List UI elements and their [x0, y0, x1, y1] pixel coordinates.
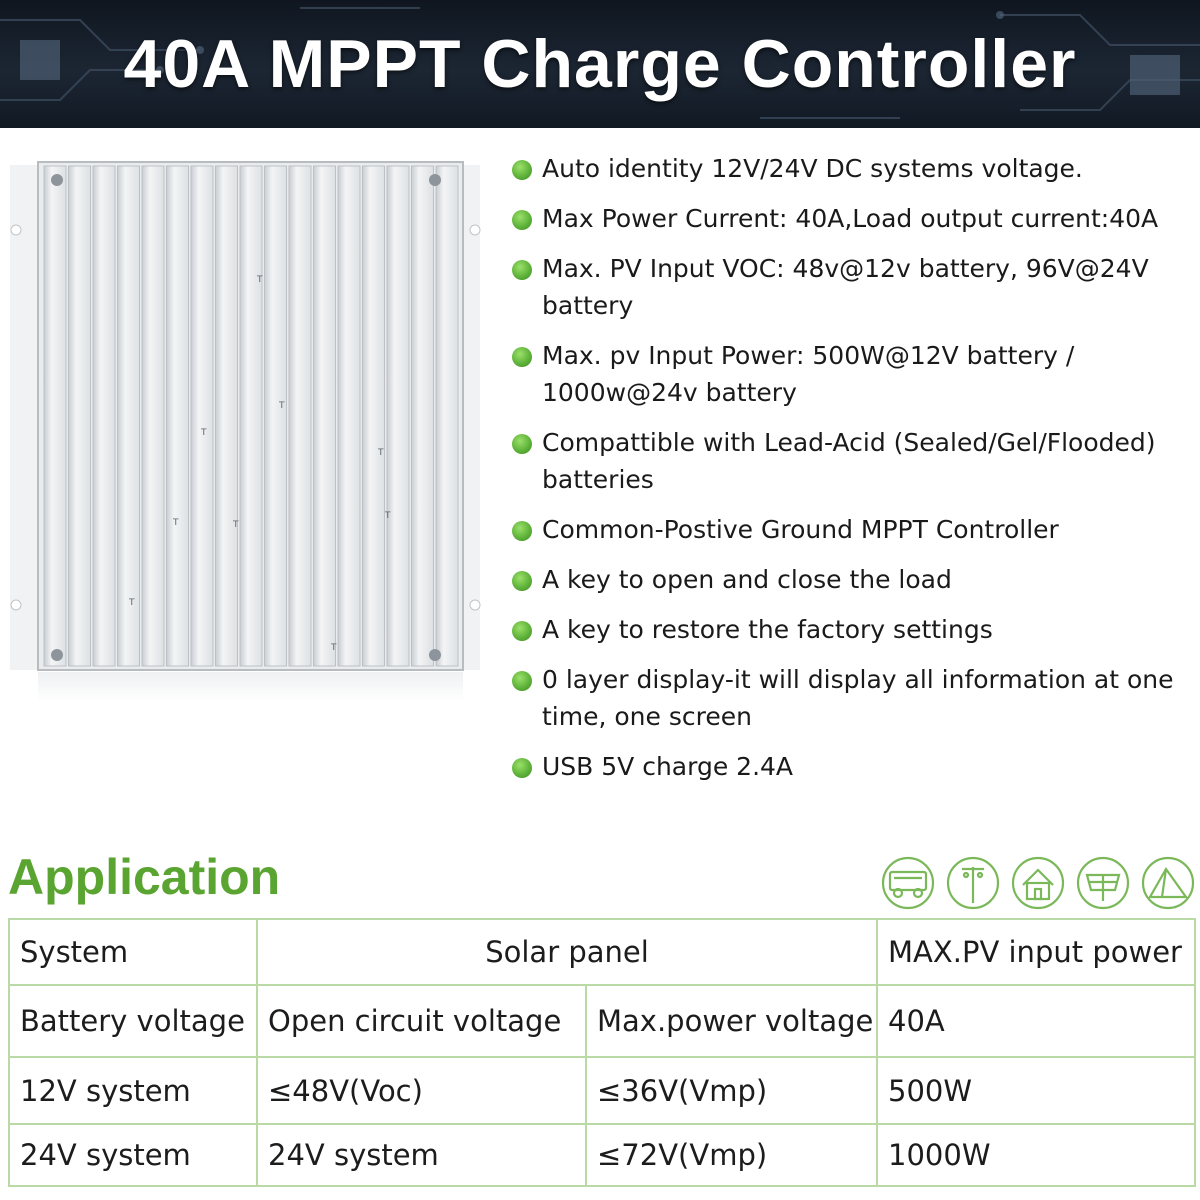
green-bullet-icon: [512, 671, 532, 691]
home-icon: [1013, 858, 1063, 908]
application-icons: [880, 855, 1198, 913]
green-bullet-icon: [512, 260, 532, 280]
spec-table: [8, 918, 1196, 1187]
feature-item: [510, 561, 1190, 598]
heatsink-fin: [142, 166, 164, 666]
camping-tent-icon: [1143, 858, 1193, 908]
heatsink-fin: [412, 166, 434, 666]
feature-text: A key to open and close the load: [542, 565, 952, 594]
feature-text: A key to restore the factory settings: [542, 615, 993, 644]
svg-text:T: T: [201, 428, 207, 438]
solar-panel-icon: [1078, 858, 1128, 908]
table-cell: 40A: [877, 985, 1195, 1057]
feature-list: [510, 150, 1190, 798]
feature-item: [510, 250, 1190, 324]
controller-heatsink-image: [0, 150, 500, 710]
rv-vehicle-icon: [883, 858, 933, 908]
heatsink-fin: [436, 166, 458, 666]
table-cell: 12V system: [9, 1057, 257, 1124]
green-bullet-icon: [512, 434, 532, 454]
table-cell: ≤48V(Voc): [257, 1057, 586, 1124]
green-bullet-icon: [512, 160, 532, 180]
table-row: [9, 1057, 1195, 1124]
heatsink-fin: [93, 166, 115, 666]
table-row: [9, 1124, 1195, 1186]
table-cell: 24V system: [257, 1124, 586, 1186]
feature-text: Max. PV Input VOC: 48v@12v battery, 96V@24V battery: [542, 254, 1149, 320]
heatsink-fin: [118, 166, 140, 666]
svg-text:T: T: [385, 511, 391, 521]
feature-text: Auto identity 12V/24V DC systems voltage.: [542, 154, 1083, 183]
feature-text: Compattible with Lead-Acid (Sealed/Gel/Flooded) batteries: [542, 428, 1156, 494]
svg-text:T: T: [129, 598, 135, 608]
feature-item: [510, 661, 1190, 735]
svg-text:T: T: [173, 518, 179, 528]
heatsink-fin: [265, 166, 287, 666]
feature-item: [510, 511, 1190, 548]
feature-text: Max. pv Input Power: 500W@12V battery / 1000w@24v battery: [542, 341, 1075, 407]
page-title: 40A MPPT Charge Controller: [123, 26, 1077, 102]
feature-text: Common-Postive Ground MPPT Controller: [542, 515, 1059, 544]
feature-item: [510, 424, 1190, 498]
table-header-cell: System: [9, 919, 257, 985]
green-bullet-icon: [512, 571, 532, 591]
table-cell: 24V system: [9, 1124, 257, 1186]
heatsink-fin: [191, 166, 213, 666]
svg-text:T: T: [233, 520, 239, 530]
table-header-cell: Solar panel: [257, 919, 877, 985]
feature-text: USB 5V charge 2.4A: [542, 752, 794, 781]
heatsink-fin: [167, 166, 189, 666]
table-header-cell: MAX.PV input power: [877, 919, 1195, 985]
heatsink-fin: [387, 166, 409, 666]
heatsink-fin: [338, 166, 360, 666]
feature-item: [510, 611, 1190, 648]
table-subheader-row: [9, 985, 1195, 1057]
street-light-icon: [948, 858, 998, 908]
heatsink-fin: [44, 166, 66, 666]
feature-text: Max Power Current: 40A,Load output current:40A: [542, 204, 1159, 233]
table-cell: 1000W: [877, 1124, 1195, 1186]
table-cell: 500W: [877, 1057, 1195, 1124]
heatsink-fin: [314, 166, 336, 666]
green-bullet-icon: [512, 521, 532, 541]
header-banner: [0, 0, 1200, 128]
table-header-row: [9, 919, 1195, 985]
table-cell: Open circuit voltage: [257, 985, 586, 1057]
green-bullet-icon: [512, 621, 532, 641]
feature-item: [510, 150, 1190, 187]
table-cell: ≤36V(Vmp): [586, 1057, 877, 1124]
heatsink-fin: [363, 166, 385, 666]
table-cell: Max.power voltage: [586, 985, 877, 1057]
feature-item: [510, 337, 1190, 411]
feature-text: 0 layer display-it will display all information at one time, one screen: [542, 665, 1174, 731]
table-cell: Battery voltage: [9, 985, 257, 1057]
svg-text:T: T: [257, 275, 263, 285]
heatsink-fin: [216, 166, 238, 666]
heatsink-fin: [69, 166, 91, 666]
feature-item: [510, 748, 1190, 785]
svg-text:T: T: [279, 401, 285, 411]
green-bullet-icon: [512, 758, 532, 778]
heatsink-fin: [289, 166, 311, 666]
table-cell: ≤72V(Vmp): [586, 1124, 877, 1186]
feature-item: [510, 200, 1190, 237]
heatsink-fin: [240, 166, 262, 666]
green-bullet-icon: [512, 347, 532, 367]
svg-text:T: T: [331, 643, 337, 653]
green-bullet-icon: [512, 210, 532, 230]
application-heading: Application: [8, 849, 281, 905]
svg-text:T: T: [378, 448, 384, 458]
